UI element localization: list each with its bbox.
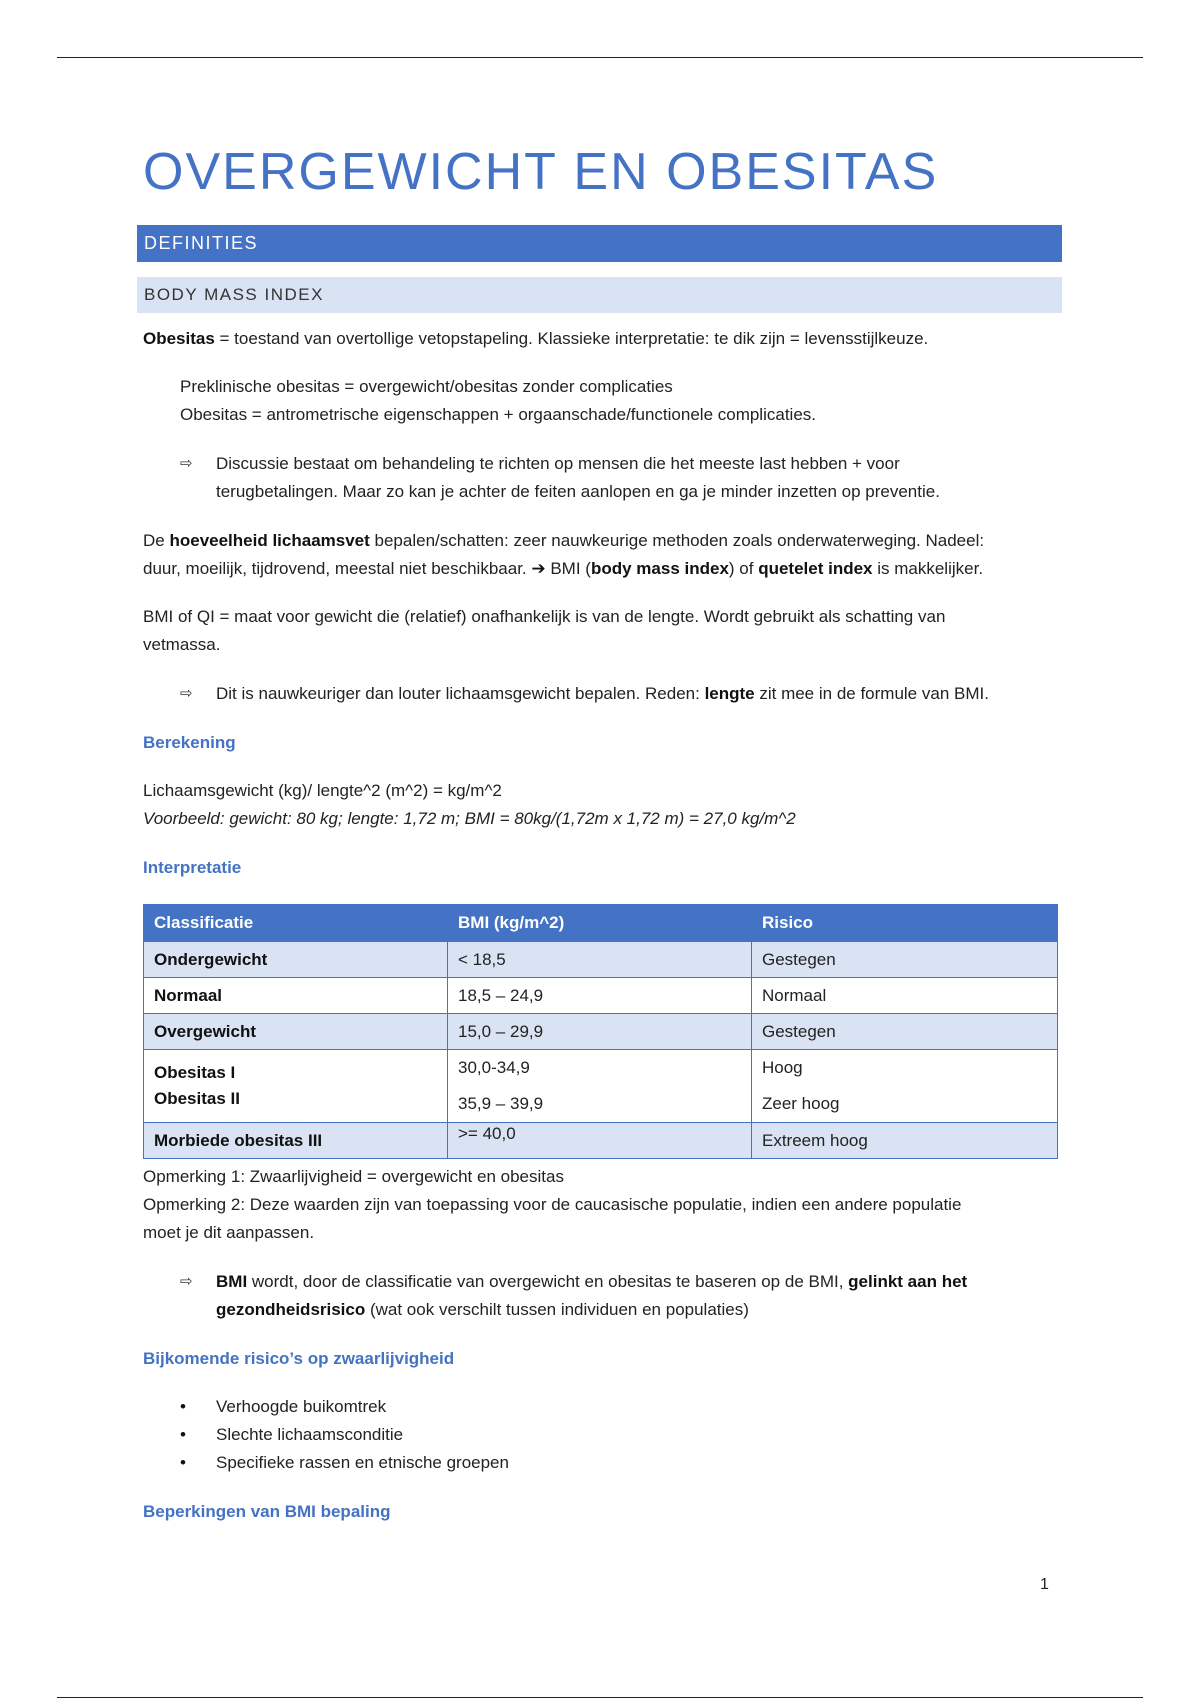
cell-classificatie: Normaal xyxy=(144,978,448,1014)
cell-bmi: >= 40,0 xyxy=(448,1123,752,1159)
bold-text: hoeveelheid lichaamsvet xyxy=(169,531,370,550)
text: duur, moeilijk, tijdrovend, meestal niet beschikbaar. xyxy=(143,559,532,578)
table-row xyxy=(144,978,1058,1014)
list-item: Verhoogde buikomtrek xyxy=(216,1397,387,1416)
cell-line: Obesitas II xyxy=(154,1089,240,1108)
arrow-icon: ⇨ xyxy=(180,1273,193,1290)
header-classificatie: Classificatie xyxy=(144,905,448,942)
bullet-icon: • xyxy=(180,1453,186,1472)
cell-line: 30,0-34,9 xyxy=(458,1058,530,1077)
table-header-row xyxy=(144,905,1058,942)
cell-risico: Gestegen xyxy=(752,1014,1058,1050)
list-item: Specifieke rassen en etnische groepen xyxy=(216,1453,509,1472)
bullet-icon: • xyxy=(180,1397,186,1416)
remark-2-line-1: Opmerking 2: Deze waarden zijn van toepassing voor de caucasische populatie, indien een andere populatie xyxy=(143,1195,962,1214)
table-row xyxy=(144,1123,1058,1159)
paragraph-lichaamsvet-1 xyxy=(143,527,984,555)
arrow-note-discussie-1: Discussie bestaat om behandeling te richten op mensen die het meeste last hebben + voor xyxy=(216,454,900,473)
cell-bmi: < 18,5 xyxy=(448,942,752,978)
text: bepalen/schatten: zeer nauwkeurige methoden zoals onderwaterweging. Nadeel: xyxy=(369,531,985,550)
arrow-note-bmi-1 xyxy=(216,1268,967,1296)
table-row xyxy=(144,942,1058,978)
cell-bmi xyxy=(448,1050,752,1123)
heading-body-mass-index: BODY MASS INDEX xyxy=(137,277,1062,313)
table-row xyxy=(144,1050,1058,1123)
bullet-icon: • xyxy=(180,1425,186,1444)
cell-classificatie: Ondergewicht xyxy=(144,942,448,978)
indent-line-preklinisch: Preklinische obesitas = overgewicht/obesitas zonder complicaties xyxy=(180,377,673,396)
cell-line: 35,9 – 39,9 xyxy=(458,1094,544,1113)
table-row xyxy=(144,1014,1058,1050)
bold-text: gelinkt aan het xyxy=(848,1272,968,1291)
text: = toestand van overtollige vetopstapeling. Klassieke interpretatie: te dik zijn = levensstijlkeuze. xyxy=(214,329,929,348)
arrow-icon: ⇨ xyxy=(180,455,193,472)
arrow-note-nauwkeuriger xyxy=(216,680,989,708)
paragraph-bmi-qi-1: BMI of QI = maat voor gewicht die (relatief) onafhankelijk is van de lengte. Wordt gebruikt als schatting van xyxy=(143,607,946,626)
italic-text: Voorbeeld: gewicht: 80 kg; lengte: 1,72 m; BMI = 80kg/(1,72m x 1,72 m) = 27,0 kg/m^2 xyxy=(143,809,796,828)
cell-classificatie: Morbiede obesitas III xyxy=(144,1123,448,1159)
document-title: OVERGEWICHT EN OBESITAS xyxy=(143,143,939,201)
term-obesitas: Obesitas xyxy=(143,329,215,348)
text: De xyxy=(143,531,170,550)
bold-text: quetelet index xyxy=(758,559,873,578)
text: ) of xyxy=(728,559,759,578)
heading-berekening: Berekening xyxy=(143,733,236,752)
cell-risico: Gestegen xyxy=(752,942,1058,978)
cell-line: Hoog xyxy=(762,1058,803,1077)
cell-line: Obesitas I xyxy=(154,1063,236,1082)
header-risico: Risico xyxy=(752,905,1058,942)
remark-1: Opmerking 1: Zwaarlijvigheid = overgewicht en obesitas xyxy=(143,1167,564,1186)
heading-bijkomende-risicos: Bijkomende risico’s op zwaarlijvigheid xyxy=(143,1349,455,1368)
right-arrow-icon: ➔ xyxy=(531,559,546,578)
heading-definities: DEFINITIES xyxy=(137,225,1062,262)
heading-beperkingen: Beperkingen van BMI bepaling xyxy=(143,1502,391,1521)
arrow-icon: ⇨ xyxy=(180,685,193,702)
formula-line: Lichaamsgewicht (kg)/ lengte^2 (m^2) = kg/m^2 xyxy=(143,781,502,800)
bold-text: lengte xyxy=(704,684,755,703)
cell-bmi: 18,5 – 24,9 xyxy=(448,978,752,1014)
header-bmi: BMI (kg/m^2) xyxy=(448,905,752,942)
cell-risico: Extreem hoog xyxy=(752,1123,1058,1159)
heading-interpretatie: Interpretatie xyxy=(143,858,242,877)
text: Dit is nauwkeuriger dan louter lichaamsgewicht bepalen. Reden: xyxy=(216,684,705,703)
arrow-note-bmi-2 xyxy=(216,1296,749,1324)
cell-line: Zeer hoog xyxy=(762,1094,840,1113)
paragraph-lichaamsvet-2 xyxy=(143,555,983,583)
cell-bmi: 15,0 – 29,9 xyxy=(448,1014,752,1050)
text: zit mee in de formule van BMI. xyxy=(754,684,989,703)
cell-risico xyxy=(752,1050,1058,1123)
bold-text: body mass index xyxy=(590,559,729,578)
cell-risico: Normaal xyxy=(752,978,1058,1014)
remark-2-line-2: moet je dit aanpassen. xyxy=(143,1223,315,1242)
page-number: 1 xyxy=(1040,1576,1049,1593)
bold-text: gezondheidsrisico xyxy=(216,1300,366,1319)
text: BMI ( xyxy=(545,559,591,578)
cell-classificatie xyxy=(144,1050,448,1123)
bmi-classification-table xyxy=(143,904,1058,1159)
text: (wat ook verschilt tussen individuen en populaties) xyxy=(365,1300,749,1319)
arrow-note-discussie-2: terugbetalingen. Maar zo kan je achter de feiten aanlopen en ga je minder inzetten op preventie. xyxy=(216,482,940,501)
indent-line-obesitas: Obesitas = antrometrische eigenschappen + orgaanschade/functionele complicaties. xyxy=(180,405,816,424)
text: is makkelijker. xyxy=(872,559,984,578)
example-line xyxy=(143,805,796,833)
paragraph-bmi-qi-2: vetmassa. xyxy=(143,635,221,654)
bold-text: BMI xyxy=(216,1272,248,1291)
text: wordt, door de classificatie van overgewicht en obesitas te baseren op de BMI, xyxy=(247,1272,849,1291)
cell-classificatie: Overgewicht xyxy=(144,1014,448,1050)
list-item: Slechte lichaamsconditie xyxy=(216,1425,404,1444)
paragraph-obesitas xyxy=(143,325,928,353)
